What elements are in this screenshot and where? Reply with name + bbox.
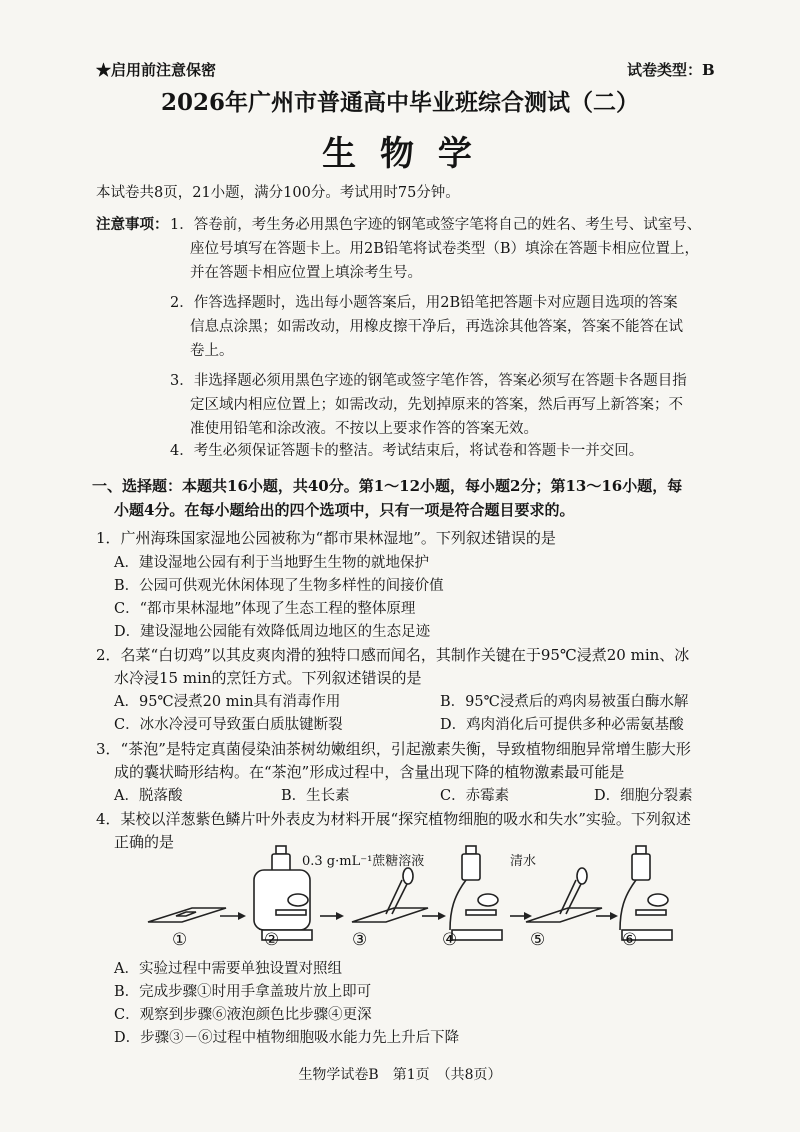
step-4-label: ④: [442, 930, 458, 950]
q4-stem-line1: 4．某校以洋葱紫色鳞片叶外表皮为材料开展“探究植物细胞的吸水和失水”实验。下列叙述: [96, 810, 691, 828]
q3-option-b: B．生长素: [281, 788, 350, 804]
q4-option-c: C．观察到步骤⑥液泡颜色比步骤④更深: [114, 1007, 372, 1023]
q1-stem: 1．广州海珠国家湿地公园被称为“都市果林湿地”。下列叙述错误的是: [96, 529, 556, 547]
q3-option-c: C．赤霉素: [440, 788, 510, 804]
note-4: 4．考生必须保证答题卡的整洁。考试结束后，将试卷和答题卡一并交回。: [170, 443, 644, 459]
step-3-label: ③: [352, 930, 368, 950]
note-2-line1: 2．作答选择题时，选出每小题答案后，用2B铅笔把答题卡对应题目选项的答案: [170, 295, 678, 311]
note-1-line2: 座位号填写在答题卡上。用2B铅笔将试卷类型（B）填涂在答题卡相应位置上，: [190, 241, 700, 257]
q3-option-d: D．细胞分裂素: [594, 788, 693, 804]
q1-option-c: C．“都市果林湿地”体现了生态工程的整体原理: [114, 601, 416, 617]
subject-title: 生 物 学: [322, 134, 478, 174]
step-6-label: ⑥: [622, 930, 638, 950]
q2-option-a: A．95℃浸煮20 min具有消毒作用: [114, 694, 341, 710]
slide-icon: [148, 908, 226, 922]
water-label: 清水: [510, 854, 537, 869]
arrow-head-icon: [524, 912, 532, 920]
note-3-line1: 3．非选择题必须用黑色字迹的钢笔或签字笔作答，答案必须写在答题卡各题目指: [170, 373, 687, 389]
q2-option-d: D．鸡肉消化后可提供多种必需氨基酸: [440, 717, 684, 733]
step-1-label: ①: [172, 930, 188, 950]
dropper-slide-icon: [352, 868, 428, 922]
q4-stem-line2: 正确的是: [114, 833, 175, 851]
arrow-head-icon: [610, 912, 618, 920]
paper-type: 试卷类型：B: [627, 61, 715, 79]
q4-option-d: D．步骤③－⑥过程中植物细胞吸水能力先上升后下降: [114, 1030, 460, 1046]
step-2-label: ②: [264, 930, 280, 950]
microscope-icon: [620, 846, 672, 940]
note-2-line3: 卷上。: [190, 343, 234, 359]
q2-stem-line2: 水冷浸15 min的烹饪方式。下列叙述错误的是: [114, 669, 422, 687]
dropper-slide-icon: [526, 868, 602, 922]
q2-option-b: B．95℃浸煮后的鸡肉易被蛋白酶水解: [440, 694, 689, 710]
section-heading-line1: 一、选择题：本题共16小题，共40分。第1～12小题，每小题2分；第13～16小题，每: [92, 477, 683, 495]
confidential-mark: ★启用前注意保密: [96, 61, 217, 79]
q1-option-b: B．公园可供观光休闲体现了生物多样性的间接价值: [114, 578, 444, 594]
q3-option-a: A．脱落酸: [114, 788, 183, 804]
notes-label: 注意事项：: [96, 216, 169, 233]
q1-option-a: A．建设湿地公园有利于当地野生生物的就地保护: [114, 555, 429, 571]
note-1-line3: 并在答题卡相应位置上填涂考生号。: [190, 265, 422, 281]
arrow-head-icon: [438, 912, 446, 920]
exam-intro: 本试卷共8页，21小题，满分100分。考试用时75分钟。: [96, 185, 460, 201]
note-2-line2: 信息点涂黑；如需改动，用橡皮擦干净后，再选涂其他答案，答案不能答在试: [190, 319, 683, 335]
exam-title: 2026年广州市普通高中毕业班综合测试（二）: [160, 89, 639, 116]
note-3-line3: 准使用铅笔和涂改液。不按以上要求作答的答案无效。: [190, 421, 538, 437]
section-heading-line2: 小题4分。在每小题给出的四个选项中，只有一项是符合题目要求的。: [114, 501, 575, 519]
microscope-icon: [450, 846, 502, 940]
arrow-head-icon: [336, 912, 344, 920]
q3-stem-line1: 3．“茶泡”是特定真菌侵染油茶树幼嫩组织，引起激素失衡，导致植物细胞异常增生膨大形: [96, 740, 691, 758]
q1-option-d: D．建设湿地公园能有效降低周边地区的生态足迹: [114, 624, 431, 640]
note-3-line2: 定区域内相应位置上；如需改动，先划掉原来的答案，然后再写上新答案；不: [190, 397, 683, 413]
arrow-head-icon: [238, 912, 246, 920]
q4-option-a: A．实验过程中需要单独设置对照组: [114, 961, 342, 977]
q4-option-b: B．完成步骤①时用手拿盖玻片放上即可: [114, 984, 372, 1000]
step-5-label: ⑤: [530, 930, 546, 950]
q3-stem-line2: 成的囊状畸形结构。在“茶泡”形成过程中，含量出现下降的植物激素最可能是: [114, 763, 625, 781]
page-footer: 生物学试卷B 第1页 （共8页）: [298, 1067, 502, 1083]
q2-stem-line1: 2．名菜“白切鸡”以其皮爽肉滑的独特口感而闻名，其制作关键在于95℃浸煮20 min、冰: [96, 646, 690, 664]
q2-option-c: C．冰水冷浸可导致蛋白质肽键断裂: [114, 717, 343, 733]
sucrose-label: 0.3 g·mL⁻¹蔗糖溶液: [302, 854, 425, 869]
note-1-line1: 1．答卷前，考生务必用黑色字迹的钢笔或签字笔将自己的姓名、考生号、试室号、: [170, 217, 702, 233]
